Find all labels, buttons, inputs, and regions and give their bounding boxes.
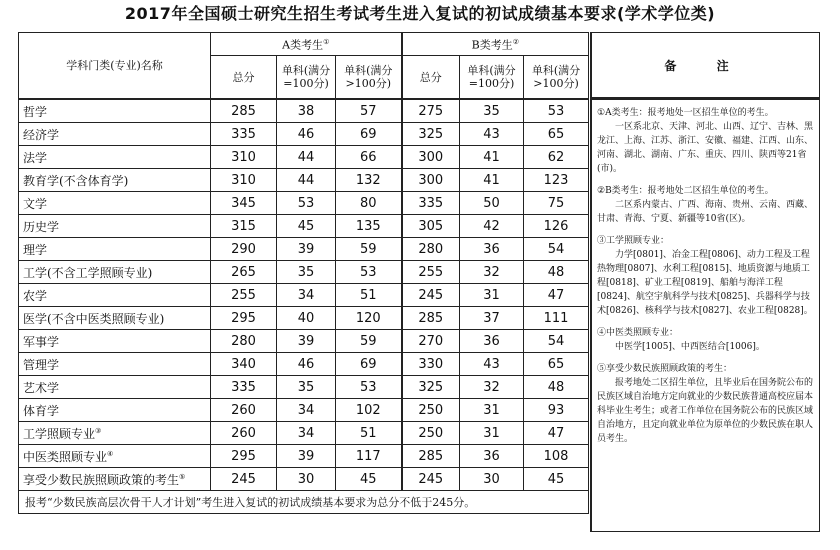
- score-cell-a-100: 35: [277, 376, 336, 399]
- table-row: [19, 146, 589, 169]
- group-b-mark: ②: [512, 38, 519, 47]
- score-cell-b-total: 280: [402, 238, 460, 261]
- note-mark: ④: [107, 449, 114, 458]
- score-cell-a-100: 39: [277, 445, 336, 468]
- score-cell-a-total: 310: [211, 169, 277, 192]
- subject-name: 中医类照顾专业: [23, 449, 108, 464]
- note-mark: ⑤: [179, 472, 186, 481]
- score-cell-a-100: 35: [277, 261, 336, 284]
- score-cell-b-100: 31: [460, 422, 524, 445]
- score-cell-a-total: 340: [211, 353, 277, 376]
- a-single100-header: 单科(满分=100分): [277, 56, 336, 100]
- score-cell-a-gt100: 51: [336, 422, 402, 445]
- score-cell-a-gt100: 120: [336, 307, 402, 330]
- subject-name-cell: [19, 422, 211, 445]
- score-cell-a-gt100: 59: [336, 330, 402, 353]
- subject-name: 农学: [23, 288, 48, 303]
- table-row: [19, 169, 589, 192]
- subject-name: 军事学: [23, 334, 60, 349]
- score-cell-b-total: 300: [402, 146, 460, 169]
- remark-item: [597, 326, 815, 354]
- score-cell-a-total: 265: [211, 261, 277, 284]
- score-table: [18, 32, 589, 514]
- subject-name-cell: [19, 330, 211, 353]
- subject-name: 医学(不含中医类照顾专业): [23, 311, 165, 326]
- score-cell-a-gt100: 69: [336, 123, 402, 146]
- subject-name: 工学照顾专业: [23, 426, 96, 441]
- score-cell-b-total: 285: [402, 307, 460, 330]
- remark-title: ①A类考生：报考地处一区招生单位的考生。: [597, 108, 774, 118]
- score-cell-a-100: 39: [277, 238, 336, 261]
- score-cell-b-100: 36: [460, 330, 524, 353]
- table-row: [19, 376, 589, 399]
- score-cell-b-gt100: 48: [524, 376, 589, 399]
- table-row: [19, 468, 589, 491]
- subject-name-cell: [19, 99, 211, 123]
- group-b-header: [402, 33, 589, 56]
- score-cell-b-100: 36: [460, 238, 524, 261]
- subject-name: 教育学(不含体育学): [23, 173, 129, 188]
- score-cell-a-gt100: 53: [336, 376, 402, 399]
- score-cell-b-100: 30: [460, 468, 524, 491]
- score-cell-b-total: 335: [402, 192, 460, 215]
- table-row: [19, 238, 589, 261]
- score-cell-b-total: 255: [402, 261, 460, 284]
- score-cell-b-gt100: 62: [524, 146, 589, 169]
- score-cell-a-gt100: 66: [336, 146, 402, 169]
- score-cell-b-100: 41: [460, 146, 524, 169]
- table-row: [19, 330, 589, 353]
- score-cell-b-total: 275: [402, 99, 460, 123]
- score-cell-b-100: 31: [460, 399, 524, 422]
- table-row: [19, 99, 589, 123]
- remark-item: [597, 106, 815, 176]
- score-cell-a-total: 335: [211, 123, 277, 146]
- score-cell-b-gt100: 93: [524, 399, 589, 422]
- score-cell-b-total: 325: [402, 123, 460, 146]
- score-table-body: [19, 99, 589, 491]
- score-cell-b-gt100: 48: [524, 261, 589, 284]
- remark-item: [597, 184, 815, 226]
- score-cell-a-total: 310: [211, 146, 277, 169]
- score-cell-b-total: 245: [402, 468, 460, 491]
- score-cell-b-gt100: 126: [524, 215, 589, 238]
- score-cell-a-100: 45: [277, 215, 336, 238]
- score-cell-b-gt100: 65: [524, 353, 589, 376]
- subject-name-cell: [19, 376, 211, 399]
- subject-name-cell: [19, 399, 211, 422]
- score-cell-a-gt100: 80: [336, 192, 402, 215]
- remark-body: 力学[0801]、冶金工程[0806]、动力工程及工程热物理[0807]、水利工程[0815]、地质资源与地质工程[0818]、矿业工程[0819]、船舶与海洋工程[0824]、航空宇航科学与技术[0825]、兵器科学与技术[0826]、核科学与技术[0827]、农业工程[0828]。: [597, 250, 813, 316]
- subject-name-cell: [19, 284, 211, 307]
- subject-name: 文学: [23, 196, 48, 211]
- group-a-mark: ①: [323, 38, 330, 47]
- remark-title: ④中医类照顾专业：: [597, 328, 679, 338]
- remark-body: 中医学[1005]、中西医结合[1006]。: [615, 342, 765, 352]
- score-cell-b-gt100: 65: [524, 123, 589, 146]
- score-cell-a-total: 245: [211, 468, 277, 491]
- remark-title: ⑤享受少数民族照顾政策的考生：: [597, 364, 733, 374]
- score-cell-a-total: 295: [211, 307, 277, 330]
- group-a-header: [211, 33, 402, 56]
- score-cell-a-gt100: 117: [336, 445, 402, 468]
- score-cell-a-100: 40: [277, 307, 336, 330]
- note-mark: ③: [95, 426, 102, 435]
- remarks-header: 备 注: [590, 32, 820, 98]
- score-cell-b-gt100: 47: [524, 422, 589, 445]
- score-cell-b-total: 285: [402, 445, 460, 468]
- score-cell-a-total: 260: [211, 422, 277, 445]
- score-cell-a-100: 38: [277, 99, 336, 123]
- table-row: [19, 215, 589, 238]
- score-cell-a-gt100: 102: [336, 399, 402, 422]
- score-cell-b-total: 245: [402, 284, 460, 307]
- score-cell-b-100: 43: [460, 123, 524, 146]
- footnote: 报考“少数民族高层次骨干人才计划”考生进入复试的初试成绩基本要求为总分不低于245分。: [19, 491, 589, 514]
- score-cell-a-gt100: 51: [336, 284, 402, 307]
- subject-name-cell: [19, 468, 211, 491]
- subject-name-cell: [19, 192, 211, 215]
- score-cell-a-total: 295: [211, 445, 277, 468]
- subject-name: 经济学: [23, 127, 60, 142]
- subject-name-cell: [19, 146, 211, 169]
- score-cell-b-100: 42: [460, 215, 524, 238]
- score-cell-b-total: 270: [402, 330, 460, 353]
- score-cell-b-total: 250: [402, 422, 460, 445]
- subject-name: 艺术学: [23, 380, 60, 395]
- score-cell-a-total: 345: [211, 192, 277, 215]
- b-single-gt100-header: 单科(满分>100分): [524, 56, 589, 100]
- score-cell-b-gt100: 108: [524, 445, 589, 468]
- remark-body: 报考地处二区招生单位，且毕业后在国务院公布的民族区域自治地方定向就业的少数民族普通高校应届本科毕业生考生；或者工作单位在国务院公布的民族区域自治地方，且定向就业单位为原单位的少数民族在职人员考生。: [597, 378, 814, 444]
- subject-name: 管理学: [23, 357, 60, 372]
- a-total-header: 总分: [211, 56, 277, 100]
- table-row: [19, 399, 589, 422]
- score-cell-a-100: 44: [277, 146, 336, 169]
- score-cell-b-gt100: 75: [524, 192, 589, 215]
- remark-title: ②B类考生：报考地处二区招生单位的考生。: [597, 186, 774, 196]
- score-cell-a-total: 255: [211, 284, 277, 307]
- score-cell-a-total: 280: [211, 330, 277, 353]
- score-cell-b-total: 250: [402, 399, 460, 422]
- score-cell-b-100: 43: [460, 353, 524, 376]
- score-cell-a-gt100: 135: [336, 215, 402, 238]
- b-total-header: 总分: [402, 56, 460, 100]
- score-cell-b-100: 36: [460, 445, 524, 468]
- score-cell-b-100: 37: [460, 307, 524, 330]
- score-cell-a-100: 30: [277, 468, 336, 491]
- score-cell-b-100: 31: [460, 284, 524, 307]
- table-row: [19, 353, 589, 376]
- table-row: [19, 307, 589, 330]
- subject-name-cell: [19, 353, 211, 376]
- table-row: [19, 422, 589, 445]
- score-cell-b-gt100: 53: [524, 99, 589, 123]
- score-cell-a-total: 315: [211, 215, 277, 238]
- score-cell-a-100: 39: [277, 330, 336, 353]
- table-row: [19, 284, 589, 307]
- remark-body: 二区系内蒙古、广西、海南、贵州、云南、西藏、甘肃、青海、宁夏、新疆等10省(区)。: [597, 200, 814, 224]
- score-cell-b-100: 35: [460, 99, 524, 123]
- score-cell-a-100: 46: [277, 123, 336, 146]
- score-cell-a-100: 34: [277, 422, 336, 445]
- score-cell-b-gt100: 54: [524, 238, 589, 261]
- score-cell-b-gt100: 45: [524, 468, 589, 491]
- subject-header: 学科门类(专业)名称: [19, 33, 211, 100]
- remark-item: [597, 362, 815, 446]
- subject-name: 理学: [23, 242, 48, 257]
- score-cell-a-100: 34: [277, 284, 336, 307]
- table-row: [19, 192, 589, 215]
- subject-name-cell: [19, 123, 211, 146]
- subject-name-cell: [19, 215, 211, 238]
- remark-title: ③工学照顾专业：: [597, 236, 670, 246]
- subject-name-cell: [19, 238, 211, 261]
- score-cell-a-gt100: 59: [336, 238, 402, 261]
- score-cell-a-total: 335: [211, 376, 277, 399]
- score-cell-b-gt100: 54: [524, 330, 589, 353]
- remarks-panel: [590, 98, 820, 532]
- table-row: [19, 123, 589, 146]
- subject-name: 哲学: [23, 104, 48, 119]
- table-row: [19, 445, 589, 468]
- score-cell-b-100: 41: [460, 169, 524, 192]
- score-cell-a-gt100: 69: [336, 353, 402, 376]
- score-cell-a-total: 260: [211, 399, 277, 422]
- score-cell-b-100: 32: [460, 261, 524, 284]
- score-cell-a-gt100: 45: [336, 468, 402, 491]
- score-cell-b-gt100: 123: [524, 169, 589, 192]
- score-cell-a-100: 46: [277, 353, 336, 376]
- score-cell-b-total: 305: [402, 215, 460, 238]
- score-cell-b-total: 300: [402, 169, 460, 192]
- subject-name-cell: [19, 169, 211, 192]
- subject-name-cell: [19, 445, 211, 468]
- page-title: 2017年全国硕士研究生招生考试考生进入复试的初试成绩基本要求(学术学位类): [124, 4, 716, 23]
- subject-name: 法学: [23, 150, 48, 165]
- table-row: [19, 261, 589, 284]
- subject-name: 工学(不含工学照顾专业): [23, 265, 153, 280]
- score-cell-b-total: 325: [402, 376, 460, 399]
- group-b-label: B类考生: [471, 38, 513, 52]
- score-cell-a-total: 285: [211, 99, 277, 123]
- score-cell-b-total: 330: [402, 353, 460, 376]
- a-single-gt100-header: 单科(满分>100分): [336, 56, 402, 100]
- score-cell-a-gt100: 57: [336, 99, 402, 123]
- subject-name-cell: [19, 307, 211, 330]
- score-cell-a-gt100: 132: [336, 169, 402, 192]
- subject-name: 历史学: [23, 219, 60, 234]
- subject-name-cell: [19, 261, 211, 284]
- group-a-label: A类考生: [282, 38, 324, 52]
- score-cell-b-100: 50: [460, 192, 524, 215]
- score-cell-a-total: 290: [211, 238, 277, 261]
- remark-item: [597, 234, 815, 318]
- b-single100-header: 单科(满分=100分): [460, 56, 524, 100]
- score-cell-a-gt100: 53: [336, 261, 402, 284]
- score-cell-a-100: 34: [277, 399, 336, 422]
- score-cell-b-100: 32: [460, 376, 524, 399]
- score-cell-b-gt100: 47: [524, 284, 589, 307]
- subject-name: 享受少数民族照顾政策的考生: [23, 472, 180, 487]
- remark-body: 一区系北京、天津、河北、山西、辽宁、吉林、黑龙江、上海、江苏、浙江、安徽、福建、江西、山东、河南、湖北、湖南、广东、重庆、四川、陕西等21省(市)。: [597, 122, 814, 174]
- score-cell-b-gt100: 111: [524, 307, 589, 330]
- score-cell-a-100: 53: [277, 192, 336, 215]
- score-cell-a-100: 44: [277, 169, 336, 192]
- subject-name: 体育学: [23, 403, 60, 418]
